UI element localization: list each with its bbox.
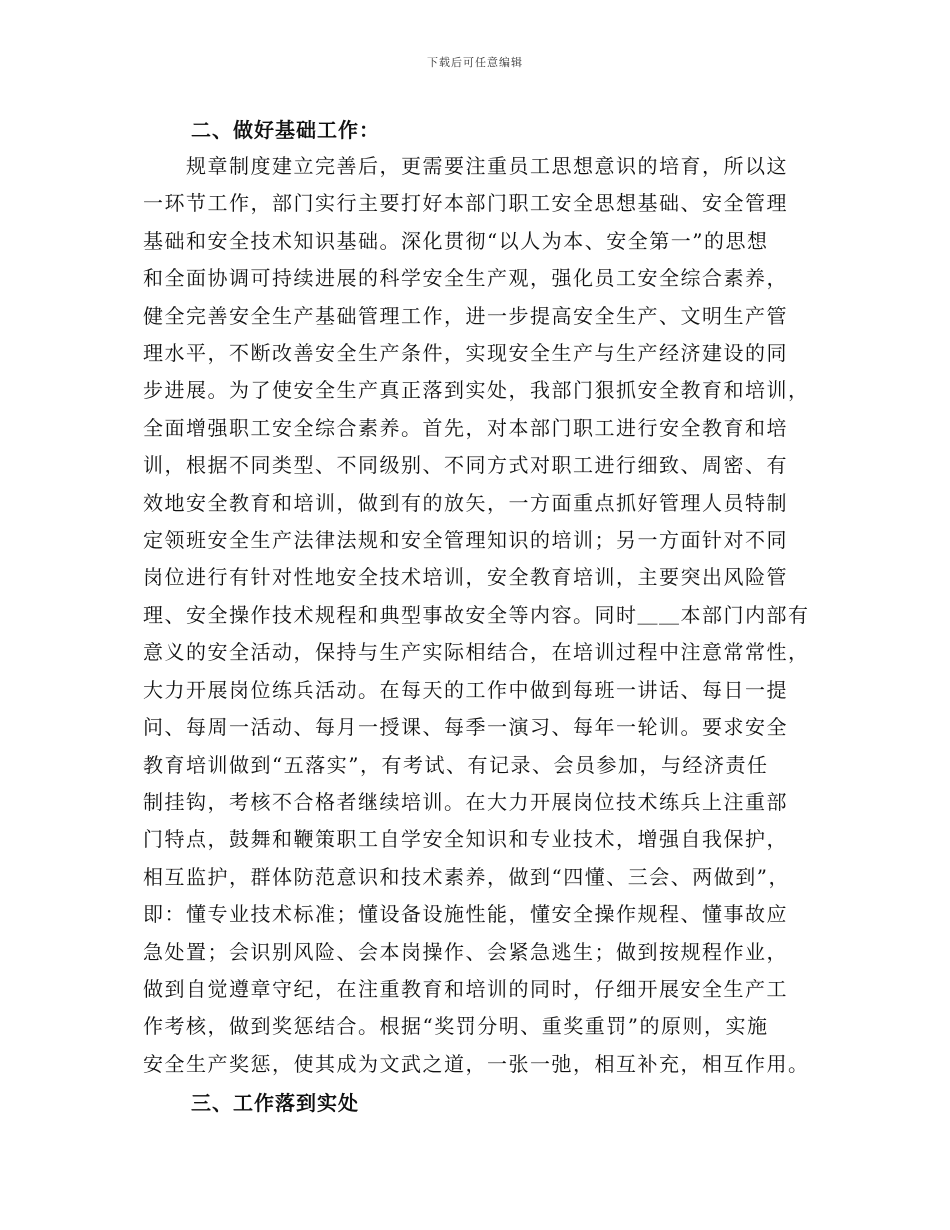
paragraph-line: 教育培训做到“五落实”，有考试、有记录、会员参加，与经济责任: [143, 752, 769, 777]
page-header: 下载后可任意编辑: [427, 56, 523, 69]
paragraph-line: 作考核，做到奖惩结合。根据“奖罚分明、重奖重罚”的原则，实施: [143, 1014, 769, 1039]
paragraph-line: 健全完善安全生产基础管理工作，进一步提高安全生产、文明生产管: [143, 303, 788, 328]
section-heading-3: 三、工作落到实处: [191, 1091, 359, 1116]
paragraph-line: 相互监护，群体防范意识和技术素养，做到“四懂、三会、两做到”，: [143, 864, 790, 889]
paragraph-line: 理水平，不断改善安全生产条件，实现安全生产与生产经济建设的同: [143, 341, 788, 366]
paragraph-line: 训，根据不同类型、不同级别、不同方式对职工进行细致、周密、有: [143, 453, 788, 478]
paragraph-line: 大力开展岗位练兵活动。在每天的工作中做到每班一讲话、每日一提: [143, 677, 788, 702]
document-body: [143, 112, 823, 1121]
paragraph-line: 做到自觉遵章守纪，在注重教育和培训的同时，仔细开展安全生产工: [143, 976, 788, 1001]
section-heading-2: 二、做好基础工作：: [191, 118, 380, 142]
paragraph-line: 岗位进行有针对性地安全技术培训，安全教育培训，主要突出风险管: [143, 565, 788, 590]
paragraph-line: 步进展。为了使安全生产真正落到实处，我部门狠抓安全教育和培训，: [143, 378, 810, 403]
paragraph-line: 理、安全操作技术规程和典型事故安全等内容。同时＿＿本部门内部有: [143, 602, 810, 627]
paragraph-line: 定领班安全生产法律法规和安全管理知识的培训；另一方面针对不同: [143, 528, 788, 553]
paragraph-line: 问、每周一活动、每月一授课、每季一演习、每年一轮训。要求安全: [143, 715, 788, 740]
paragraph-line: 安全生产奖惩，使其成为文武之道，一张一弛，相互补充，相互作用。: [143, 1051, 810, 1076]
paragraph-line: 门特点，鼓舞和鞭策职工自学安全知识和专业技术，增强自我保护，: [143, 827, 788, 852]
paragraph-line: 和全面协调可持续进展的科学安全生产观，强化员工安全综合素养，: [143, 266, 788, 291]
section-2-paragraph: [143, 148, 823, 1083]
paragraph-line: 规章制度建立完善后，更需要注重员工思想意识的培育，所以这: [143, 154, 788, 178]
paragraph-line: 急处置；会识别风险、会本岗操作、会紧急逃生；做到按规程作业，: [143, 939, 788, 964]
paragraph-line: 即：懂专业技术标准；懂设备设施性能，懂安全操作规程、懂事故应: [143, 902, 788, 927]
paragraph-line: 全面增强职工安全综合素养。首先，对本部门职工进行安全教育和培: [143, 415, 788, 440]
paragraph-line: 一环节工作，部门实行主要打好本部门职工安全思想基础、安全管理: [143, 191, 788, 216]
paragraph-line: 意义的安全活动，保持与生产实际相结合，在培训过程中注意常常性，: [143, 640, 810, 665]
paragraph-line: 制挂钩，考核不合格者继续培训。在大力开展岗位技术练兵上注重部: [143, 789, 788, 814]
paragraph-line: 效地安全教育和培训，做到有的放矢，一方面重点抓好管理人员特制: [143, 490, 788, 515]
paragraph-line: 基础和安全技术知识基础。深化贯彻“以人为本、安全第一”的思想: [143, 228, 769, 253]
